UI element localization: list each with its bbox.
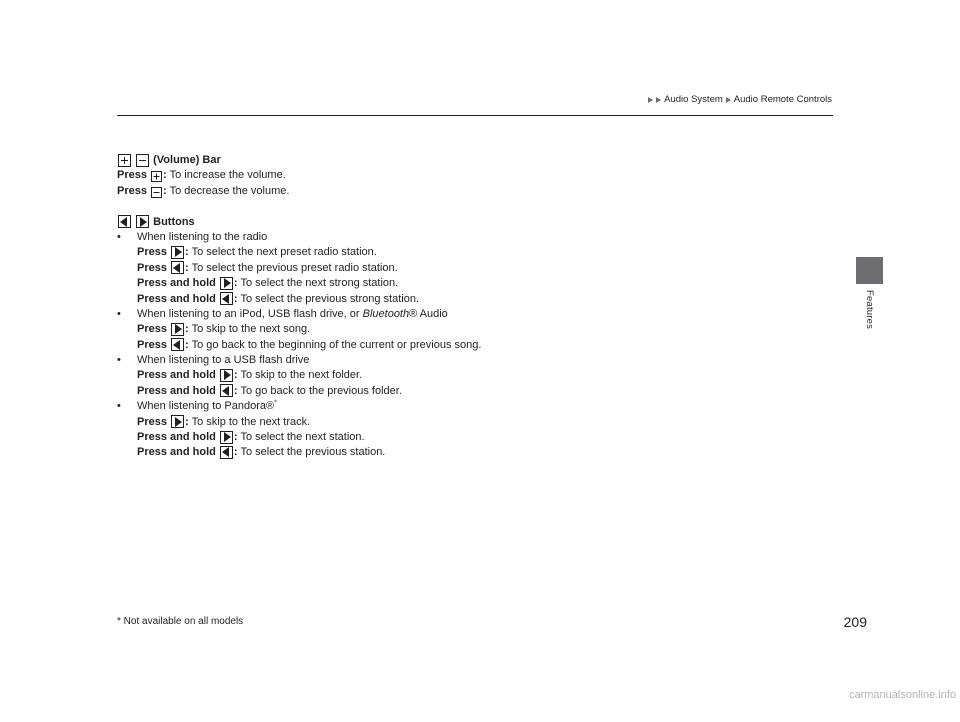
instruction-line: Press : To select the next preset radio station. (137, 246, 377, 259)
header-divider (117, 115, 833, 116)
footnote-marker: * (274, 399, 277, 407)
right-arrow-icon (171, 323, 184, 336)
instruction-line: Press and hold : To skip to the next folder. (137, 369, 363, 382)
section-tab-marker (856, 257, 883, 284)
page-content (117, 153, 817, 461)
breadcrumb-item: Audio System (664, 94, 723, 105)
instruction-line: Press and hold : To select the next strong station. (137, 277, 399, 290)
list-item-ipod: • When listening to an iPod, USB flash drive, or Bluetooth® Audio (117, 307, 448, 320)
right-arrow-icon (220, 369, 233, 382)
watermark: carmanualsonline.info (848, 689, 956, 701)
section-tab-label (856, 290, 883, 362)
right-arrow-icon (136, 215, 149, 228)
breadcrumb (648, 94, 832, 105)
breadcrumb-arrow-icon (726, 97, 731, 103)
list-item-radio: • When listening to the radio (117, 230, 268, 243)
left-arrow-icon (171, 261, 184, 274)
page-number: 209 (843, 614, 867, 630)
plus-icon (151, 171, 162, 182)
instruction-line: Press and hold : To select the previous station. (137, 446, 386, 459)
instruction-line: Press : To select the previous preset radio station. (137, 261, 398, 274)
left-arrow-icon (118, 215, 131, 228)
footnote: * Not available on all models (117, 616, 244, 627)
minus-icon (151, 187, 162, 198)
volume-heading: (Volume) Bar (117, 153, 817, 168)
breadcrumb-arrow-icon (656, 97, 661, 103)
plus-icon (118, 154, 131, 167)
instruction-line: Press : To go back to the beginning of the current or previous song. (137, 338, 482, 351)
instruction-line: Press : To skip to the next song. (137, 323, 311, 336)
right-arrow-icon (171, 415, 184, 428)
breadcrumb-arrow-icon (648, 97, 653, 103)
instruction-line: Press and hold : To select the previous strong station. (137, 292, 419, 305)
minus-icon (136, 154, 149, 167)
instruction-line: Press and hold : To go back to the previous folder. (137, 384, 402, 397)
right-arrow-icon (220, 431, 233, 444)
volume-increase-line: Press : To increase the volume. (117, 169, 286, 182)
volume-decrease-line: Press : To decrease the volume. (117, 184, 290, 197)
left-arrow-icon (171, 338, 184, 351)
list-item-pandora: • When listening to Pandora®* (117, 399, 277, 413)
left-arrow-icon (220, 384, 233, 397)
buttons-heading: Buttons (117, 215, 817, 230)
breadcrumb-item: Audio Remote Controls (733, 94, 832, 105)
list-item-usb: • When listening to a USB flash drive (117, 354, 310, 367)
left-arrow-icon (220, 446, 233, 459)
instruction-line: Press and hold : To select the next station. (137, 431, 365, 444)
left-arrow-icon (220, 292, 233, 305)
instruction-line: Press : To skip to the next track. (137, 415, 311, 428)
right-arrow-icon (220, 277, 233, 290)
right-arrow-icon (171, 246, 184, 259)
section-tab-text: Features (864, 290, 875, 330)
